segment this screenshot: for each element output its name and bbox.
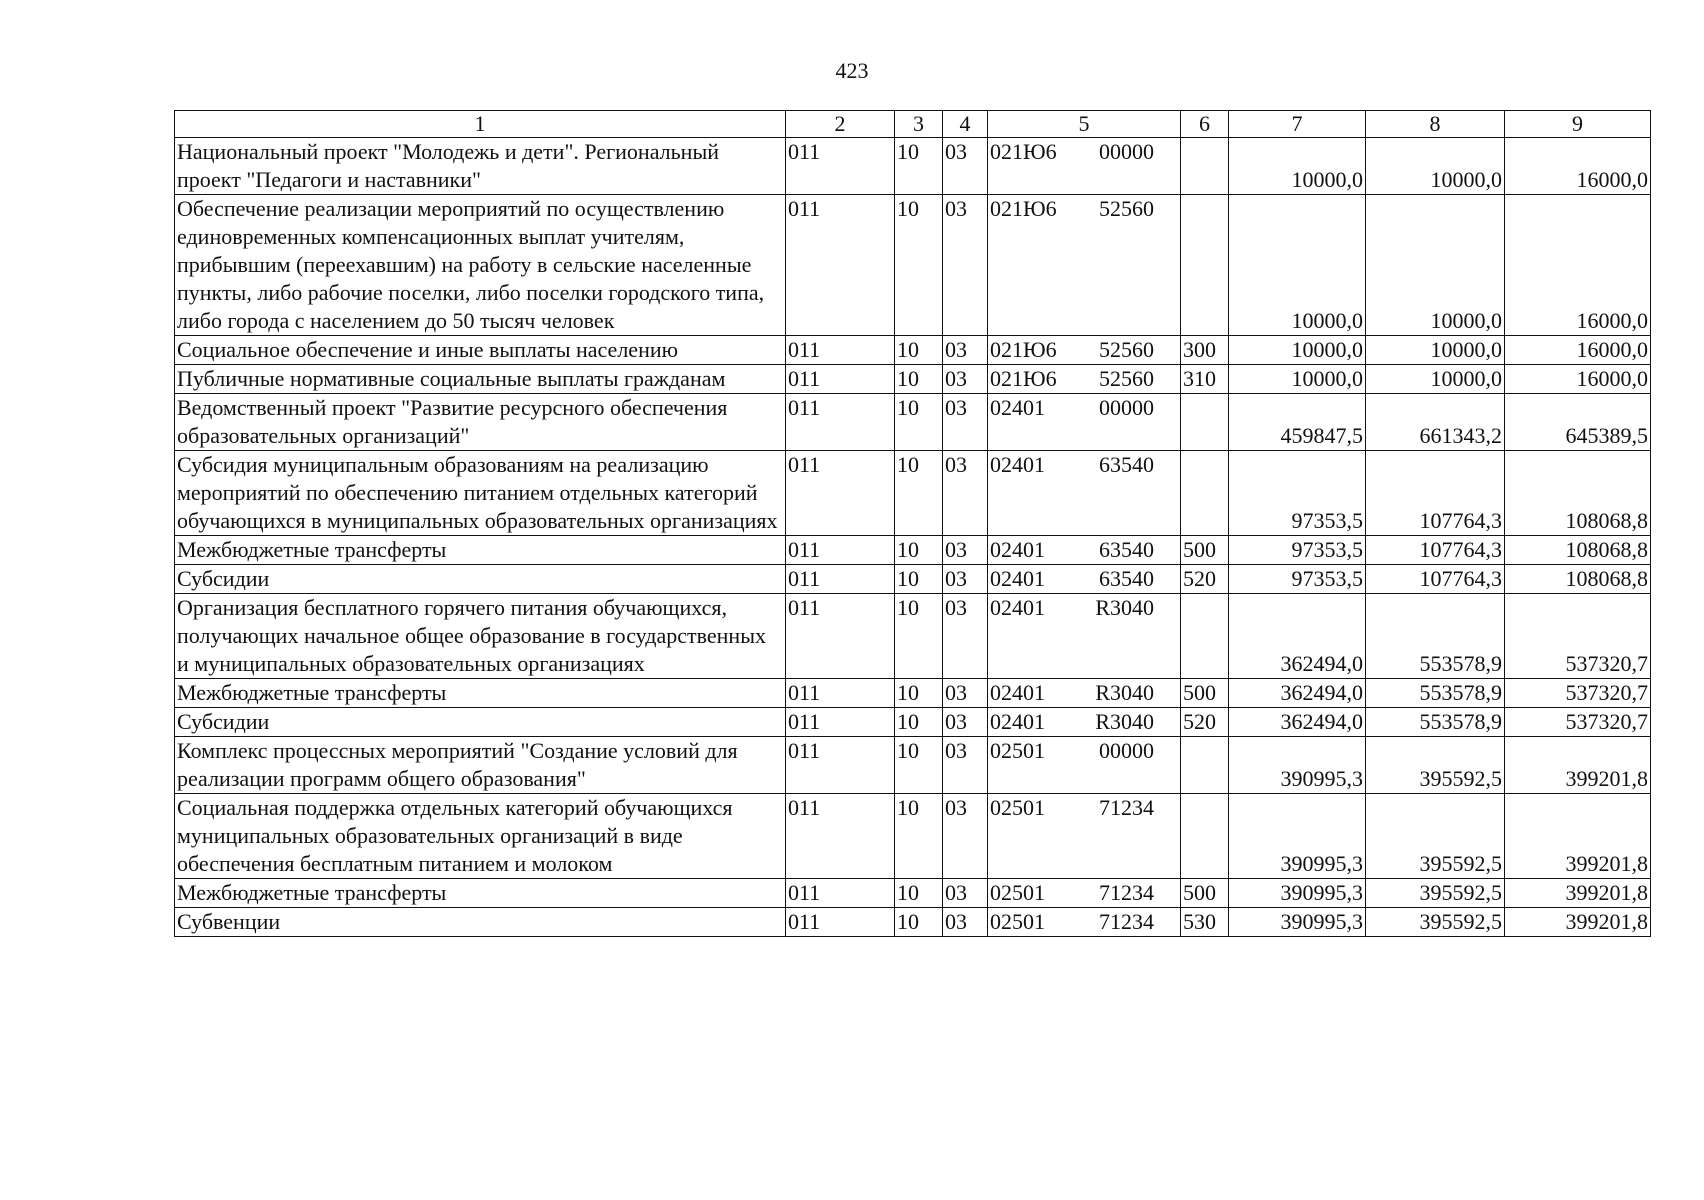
cell-target-article <box>988 594 1181 679</box>
cell-amount-7: 10000,0 <box>1229 195 1366 336</box>
cell-ministry: 011 <box>786 394 895 451</box>
cell-amount-8: 107764,3 <box>1366 451 1505 536</box>
header-cell: 9 <box>1505 111 1651 138</box>
target-article-program: 02501 <box>990 738 1045 763</box>
target-article-direction: R3040 <box>1095 680 1154 705</box>
cell-subsection: 03 <box>943 679 988 708</box>
target-article-direction: 63540 <box>1099 537 1154 562</box>
cell-section: 10 <box>895 451 943 536</box>
page-number: 423 <box>835 58 869 83</box>
cell-section: 10 <box>895 594 943 679</box>
header-cell: 4 <box>943 111 988 138</box>
cell-ministry: 011 <box>786 794 895 879</box>
cell-section: 10 <box>895 908 943 937</box>
header-cell: 2 <box>786 111 895 138</box>
target-article-program: 02401 <box>990 595 1045 620</box>
cell-subsection: 03 <box>943 794 988 879</box>
cell-amount-7: 10000,0 <box>1229 336 1366 365</box>
cell-amount-9: 399201,8 <box>1505 879 1651 908</box>
cell-amount-8: 10000,0 <box>1366 365 1505 394</box>
cell-expense-type <box>1181 594 1229 679</box>
header-row <box>175 111 1651 138</box>
cell-ministry: 011 <box>786 565 895 594</box>
table-row <box>175 365 1651 394</box>
target-article-direction: 00000 <box>1099 738 1154 763</box>
cell-subsection: 03 <box>943 451 988 536</box>
cell-amount-7: 362494,0 <box>1229 708 1366 737</box>
cell-subsection: 03 <box>943 336 988 365</box>
row-name: Обеспечение реализации мероприятий по осуществлению единовременных компенсационных выплат учителям, прибывшим (переехавшим) на работу в сельские населенные пункты, либо рабочие поселки, либо поселки городского типа, либо города с населением до 50 тысяч человек <box>175 195 786 336</box>
cell-amount-9: 108068,8 <box>1505 565 1651 594</box>
target-article-direction: 52560 <box>1099 337 1154 362</box>
cell-amount-7: 10000,0 <box>1229 138 1366 195</box>
cell-expense-type: 500 <box>1181 879 1229 908</box>
cell-subsection: 03 <box>943 708 988 737</box>
target-article-program: 02401 <box>990 537 1045 562</box>
target-article-direction: R3040 <box>1095 709 1154 734</box>
row-name: Публичные нормативные социальные выплаты гражданам <box>175 365 786 394</box>
cell-amount-8: 10000,0 <box>1366 336 1505 365</box>
cell-expense-type: 500 <box>1181 536 1229 565</box>
cell-target-article <box>988 879 1181 908</box>
table-row <box>175 565 1651 594</box>
cell-expense-type: 520 <box>1181 708 1229 737</box>
target-article-program: 02501 <box>990 909 1045 934</box>
cell-target-article <box>988 565 1181 594</box>
cell-amount-8: 553578,9 <box>1366 679 1505 708</box>
cell-target-article <box>988 708 1181 737</box>
cell-subsection: 03 <box>943 737 988 794</box>
cell-expense-type: 520 <box>1181 565 1229 594</box>
target-article-direction: 52560 <box>1099 366 1154 391</box>
row-name: Субвенции <box>175 908 786 937</box>
target-article-direction: 52560 <box>1099 196 1154 221</box>
target-article-direction: 00000 <box>1099 139 1154 164</box>
cell-amount-8: 553578,9 <box>1366 708 1505 737</box>
table-row <box>175 737 1651 794</box>
cell-target-article <box>988 679 1181 708</box>
cell-subsection: 03 <box>943 195 988 336</box>
cell-section: 10 <box>895 336 943 365</box>
row-name: Национальный проект "Молодежь и дети". Региональный проект "Педагоги и наставники" <box>175 138 786 195</box>
cell-amount-7: 390995,3 <box>1229 737 1366 794</box>
cell-ministry: 011 <box>786 336 895 365</box>
cell-ministry: 011 <box>786 737 895 794</box>
cell-expense-type: 300 <box>1181 336 1229 365</box>
cell-subsection: 03 <box>943 138 988 195</box>
header-cell: 3 <box>895 111 943 138</box>
cell-target-article <box>988 536 1181 565</box>
target-article-direction: 63540 <box>1099 566 1154 591</box>
header-cell: 7 <box>1229 111 1366 138</box>
cell-ministry: 011 <box>786 138 895 195</box>
cell-expense-type <box>1181 451 1229 536</box>
row-name: Комплекс процессных мероприятий "Создание условий для реализации программ общего образования" <box>175 737 786 794</box>
cell-expense-type: 310 <box>1181 365 1229 394</box>
cell-subsection: 03 <box>943 908 988 937</box>
target-article-program: 02501 <box>990 880 1045 905</box>
cell-amount-9: 108068,8 <box>1505 536 1651 565</box>
cell-amount-8: 395592,5 <box>1366 737 1505 794</box>
cell-section: 10 <box>895 138 943 195</box>
table-row <box>175 679 1651 708</box>
cell-amount-9: 16000,0 <box>1505 336 1651 365</box>
cell-ministry: 011 <box>786 679 895 708</box>
cell-amount-8: 395592,5 <box>1366 908 1505 937</box>
cell-ministry: 011 <box>786 708 895 737</box>
cell-ministry: 011 <box>786 365 895 394</box>
cell-target-article <box>988 138 1181 195</box>
cell-amount-7: 10000,0 <box>1229 365 1366 394</box>
table-row <box>175 708 1651 737</box>
cell-subsection: 03 <box>943 536 988 565</box>
cell-expense-type <box>1181 794 1229 879</box>
table-row <box>175 451 1651 536</box>
budget-table <box>174 110 1651 937</box>
cell-amount-9: 399201,8 <box>1505 908 1651 937</box>
cell-subsection: 03 <box>943 365 988 394</box>
table-row <box>175 536 1651 565</box>
cell-amount-9: 16000,0 <box>1505 365 1651 394</box>
cell-amount-7: 97353,5 <box>1229 565 1366 594</box>
cell-amount-7: 390995,3 <box>1229 879 1366 908</box>
target-article-direction: 71234 <box>1099 909 1154 934</box>
header-cell: 5 <box>988 111 1181 138</box>
cell-section: 10 <box>895 879 943 908</box>
header-cell: 1 <box>175 111 786 138</box>
target-article-program: 021Ю6 <box>990 337 1057 362</box>
cell-section: 10 <box>895 679 943 708</box>
table-row <box>175 138 1651 195</box>
target-article-program: 02501 <box>990 795 1045 820</box>
target-article-direction: 71234 <box>1099 880 1154 905</box>
row-name: Межбюджетные трансферты <box>175 679 786 708</box>
row-name: Субсидии <box>175 708 786 737</box>
cell-amount-9: 16000,0 <box>1505 195 1651 336</box>
cell-amount-7: 97353,5 <box>1229 451 1366 536</box>
cell-subsection: 03 <box>943 565 988 594</box>
table-row <box>175 794 1651 879</box>
cell-target-article <box>988 365 1181 394</box>
target-article-program: 02401 <box>990 566 1045 591</box>
cell-amount-7: 390995,3 <box>1229 908 1366 937</box>
row-name: Межбюджетные трансферты <box>175 536 786 565</box>
cell-amount-9: 108068,8 <box>1505 451 1651 536</box>
cell-amount-9: 537320,7 <box>1505 679 1651 708</box>
table-row <box>175 908 1651 937</box>
cell-amount-9: 537320,7 <box>1505 708 1651 737</box>
cell-amount-8: 10000,0 <box>1366 138 1505 195</box>
cell-ministry: 011 <box>786 594 895 679</box>
cell-section: 10 <box>895 708 943 737</box>
cell-section: 10 <box>895 565 943 594</box>
target-article-program: 02401 <box>990 709 1045 734</box>
cell-ministry: 011 <box>786 451 895 536</box>
cell-section: 10 <box>895 394 943 451</box>
cell-amount-9: 399201,8 <box>1505 794 1651 879</box>
cell-expense-type: 530 <box>1181 908 1229 937</box>
target-article-program: 02401 <box>990 395 1045 420</box>
cell-ministry: 011 <box>786 879 895 908</box>
cell-target-article <box>988 195 1181 336</box>
target-article-direction: R3040 <box>1095 595 1154 620</box>
cell-section: 10 <box>895 794 943 879</box>
cell-target-article <box>988 451 1181 536</box>
cell-ministry: 011 <box>786 908 895 937</box>
target-article-program: 02401 <box>990 680 1045 705</box>
cell-section: 10 <box>895 195 943 336</box>
cell-amount-8: 107764,3 <box>1366 565 1505 594</box>
row-name: Социальная поддержка отдельных категорий обучающихся муниципальных образовательных организаций в виде обеспечения бесплатным питанием и молоком <box>175 794 786 879</box>
cell-amount-8: 553578,9 <box>1366 594 1505 679</box>
row-name: Субсидии <box>175 565 786 594</box>
target-article-direction: 00000 <box>1099 395 1154 420</box>
cell-expense-type <box>1181 394 1229 451</box>
cell-amount-8: 661343,2 <box>1366 394 1505 451</box>
target-article-program: 02401 <box>990 452 1045 477</box>
cell-expense-type <box>1181 195 1229 336</box>
row-name: Ведомственный проект "Развитие ресурсного обеспечения образовательных организаций" <box>175 394 786 451</box>
header-cell: 6 <box>1181 111 1229 138</box>
row-name: Социальное обеспечение и иные выплаты населению <box>175 336 786 365</box>
cell-amount-7: 362494,0 <box>1229 679 1366 708</box>
cell-amount-7: 362494,0 <box>1229 594 1366 679</box>
target-article-direction: 63540 <box>1099 452 1154 477</box>
cell-amount-7: 97353,5 <box>1229 536 1366 565</box>
cell-expense-type <box>1181 138 1229 195</box>
cell-expense-type: 500 <box>1181 679 1229 708</box>
cell-amount-7: 390995,3 <box>1229 794 1366 879</box>
cell-target-article <box>988 394 1181 451</box>
table-row <box>175 594 1651 679</box>
cell-subsection: 03 <box>943 879 988 908</box>
cell-amount-9: 399201,8 <box>1505 737 1651 794</box>
table-row <box>175 394 1651 451</box>
target-article-direction: 71234 <box>1099 795 1154 820</box>
cell-section: 10 <box>895 536 943 565</box>
cell-amount-9: 645389,5 <box>1505 394 1651 451</box>
target-article-program: 021Ю6 <box>990 139 1057 164</box>
target-article-program: 021Ю6 <box>990 196 1057 221</box>
cell-target-article <box>988 908 1181 937</box>
cell-amount-8: 395592,5 <box>1366 794 1505 879</box>
header-cell: 8 <box>1366 111 1505 138</box>
table-row <box>175 879 1651 908</box>
cell-ministry: 011 <box>786 195 895 336</box>
cell-target-article <box>988 336 1181 365</box>
cell-amount-9: 537320,7 <box>1505 594 1651 679</box>
row-name: Субсидия муниципальным образованиям на реализацию мероприятий по обеспечению питанием отдельных категорий обучающихся в муниципальных образовательных организациях <box>175 451 786 536</box>
cell-amount-7: 459847,5 <box>1229 394 1366 451</box>
table-row <box>175 336 1651 365</box>
cell-amount-9: 16000,0 <box>1505 138 1651 195</box>
cell-ministry: 011 <box>786 536 895 565</box>
row-name: Межбюджетные трансферты <box>175 879 786 908</box>
cell-target-article <box>988 794 1181 879</box>
cell-subsection: 03 <box>943 594 988 679</box>
table-row <box>175 195 1651 336</box>
cell-expense-type <box>1181 737 1229 794</box>
cell-amount-8: 107764,3 <box>1366 536 1505 565</box>
target-article-program: 021Ю6 <box>990 366 1057 391</box>
row-name: Организация бесплатного горячего питания обучающихся, получающих начальное общее образование в государственных и муниципальных образовательных организациях <box>175 594 786 679</box>
cell-section: 10 <box>895 737 943 794</box>
cell-amount-8: 395592,5 <box>1366 879 1505 908</box>
cell-target-article <box>988 737 1181 794</box>
cell-section: 10 <box>895 365 943 394</box>
cell-amount-8: 10000,0 <box>1366 195 1505 336</box>
cell-subsection: 03 <box>943 394 988 451</box>
